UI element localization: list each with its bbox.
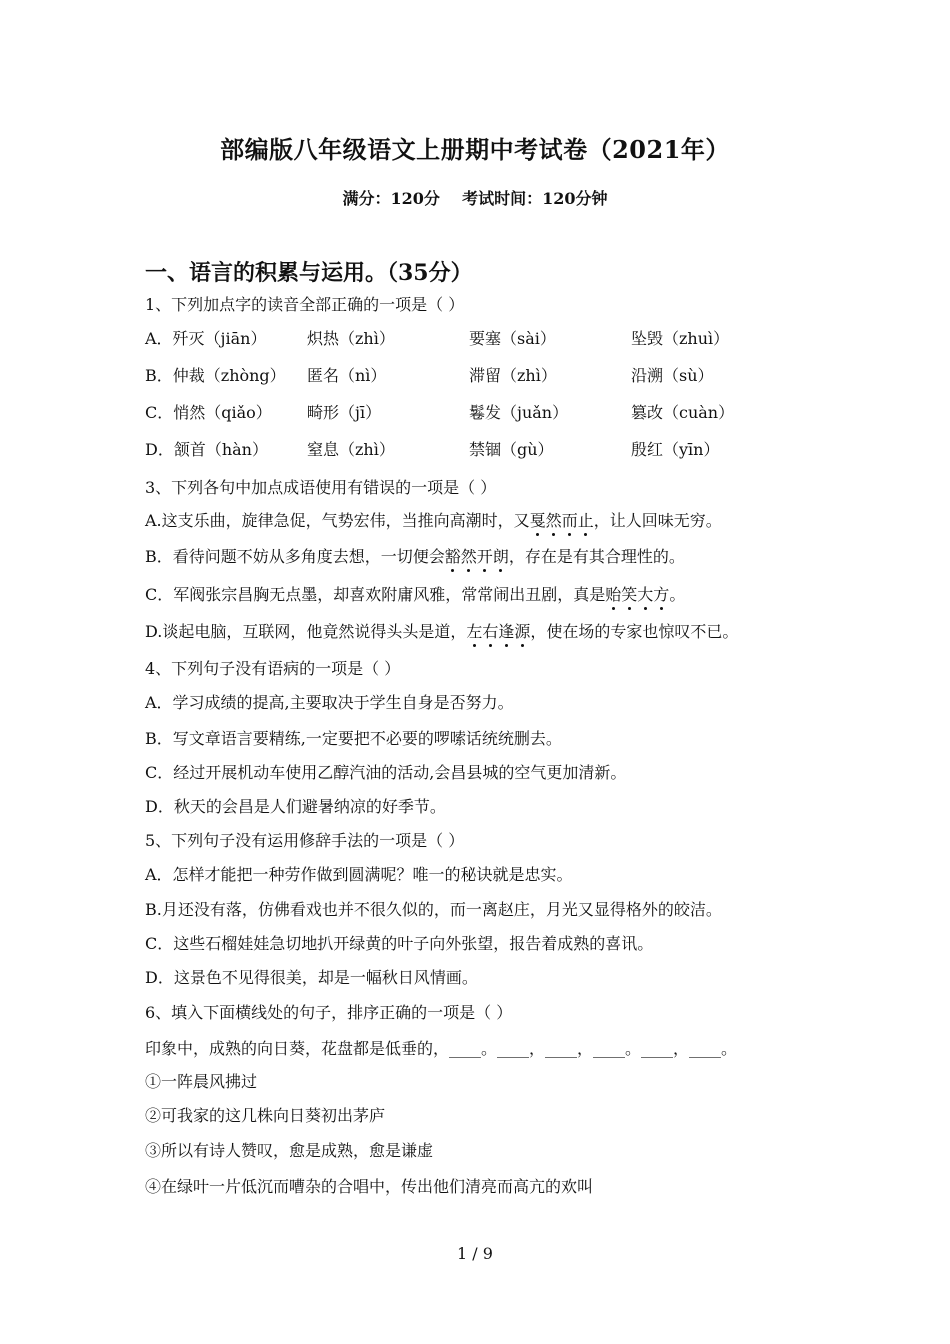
option-text: B．看待问题不妨从多角度去想，一切便会 [145,547,445,566]
question-5-stem: 5、下列句子没有运用修辞手法的一项是（ ） [145,831,465,850]
option-cell: 坠毁（zhuì） [631,329,730,348]
option-text: A.这支乐曲，旋律急促，气势宏伟，当推向高潮时，又 [145,511,530,530]
dotted-char: 贻 [605,585,622,604]
option-cell: 匿名（nì） [307,366,387,385]
option-cell: 畸形（jī） [307,403,382,422]
option-cell: C．悄然（qiǎo） [145,403,272,422]
question-4-stem: 4、下列句子没有语病的一项是（ ） [145,659,401,678]
option-cell: 沿溯（sù） [631,366,714,385]
option-text: D.谈起电脑，互联网，他竟然说得头头是道， [145,622,467,641]
dotted-char: 开 [476,547,493,566]
question-5-option-b: B.月还没有落，仿佛看戏也并不很久似的，而一离赵庄，月光又显得格外的皎洁。 [145,900,722,919]
question-6-item-1: ①一阵晨风拂过 [145,1072,258,1091]
option-cell: 篡改（cuàn） [631,403,735,422]
question-5-option-c: C．这些石榴娃娃急切地扒开绿黄的叶子向外张望，报告着成熟的喜讯。 [145,934,654,953]
question-3-option-a [145,510,722,532]
question-6-item-2: ②可我家的这几株向日葵初出茅庐 [145,1106,386,1125]
dotted-char: 朗 [492,547,509,566]
option-text: ，让人回味无穷。 [593,511,722,530]
question-1-row-b [145,365,805,387]
question-1-stem: 1、下列加点字的读音全部正确的一项是（ ） [145,295,465,314]
dotted-char: 止 [577,511,594,530]
option-cell: 滞留（zhì） [469,366,557,385]
dotted-char: 方 [653,585,670,604]
question-4-option-d: D．秋天的会昌是人们避暑纳凉的好季节。 [145,797,446,816]
dotted-char: 左 [466,622,483,641]
question-4-option-b: B．写文章语言要精练,一定要把不必要的啰嗦话统统删去。 [145,729,562,748]
option-cell: 窒息（zhì） [307,440,395,459]
dotted-char: 逢 [498,622,515,641]
dotted-char: 笑 [621,585,638,604]
question-1-row-c [145,402,805,424]
option-cell: 要塞（sài） [469,329,556,348]
section-heading: 一、语言的积累与运用。（35分） [145,260,473,286]
question-6-item-4: ④在绿叶一片低沉而嘈杂的合唱中，传出他们清亮而高亢的欢叫 [145,1177,594,1196]
option-cell: 炽热（zhì） [307,329,395,348]
question-6-item-3: ③所以有诗人赞叹，愈是成熟，愈是谦虚 [145,1141,434,1160]
question-3-option-b [145,546,685,568]
page-number: 1 / 9 [457,1244,493,1263]
dotted-char: 然 [545,511,562,530]
question-3-option-c [145,584,685,606]
option-cell: 鬈发（juǎn） [469,403,569,422]
dotted-char: 然 [460,547,477,566]
option-cell: B．仲裁（zhòng） [145,366,286,385]
question-3-option-d [145,621,738,643]
question-1-row-d [145,439,805,461]
option-cell: D．颔首（hàn） [145,440,268,459]
dotted-char: 豁 [444,547,461,566]
option-text: 。 [669,585,686,604]
option-cell: 禁锢（gù） [469,440,554,459]
dotted-char: 大 [637,585,654,604]
option-text: C．军阀张宗昌胸无点墨，却喜欢附庸风雅，常常闹出丑剧，真是 [145,585,606,604]
option-text: ，使在场的专家也惊叹不已。 [530,622,739,641]
option-cell: A．歼灭（jiān） [145,329,267,348]
question-5-option-a: A．怎样才能把一种劳作做到圆满呢？唯一的秘诀就是忠实。 [145,865,573,884]
question-6-sentence: 印象中，成熟的向日葵，花盘都是低垂的，____。____，____，____。____，____。 [145,1039,738,1058]
exam-title: 部编版八年级语文上册期中考试卷（2021年） [220,135,730,164]
option-text: ，存在是有其合理性的。 [508,547,685,566]
dotted-char: 右 [482,622,499,641]
exam-subtitle: 满分：120分 考试时间：120分钟 [342,189,608,208]
question-4-option-c: C．经过开展机动车使用乙醇汽油的活动,会昌县城的空气更加清新。 [145,763,627,782]
question-1-row-a [145,328,805,350]
dotted-char: 而 [561,511,578,530]
question-4-option-a: A．学习成绩的提高,主要取决于学生自身是否努力。 [145,693,514,712]
dotted-char: 源 [514,622,531,641]
question-6-stem: 6、填入下面横线处的句子，排序正确的一项是（ ） [145,1003,513,1022]
question-5-option-d: D．这景色不见得很美，却是一幅秋日风情画。 [145,968,478,987]
option-cell: 殷红（yīn） [631,440,720,459]
dotted-char: 戛 [529,511,546,530]
question-3-stem: 3、下列各句中加点成语使用有错误的一项是（ ） [145,478,497,497]
